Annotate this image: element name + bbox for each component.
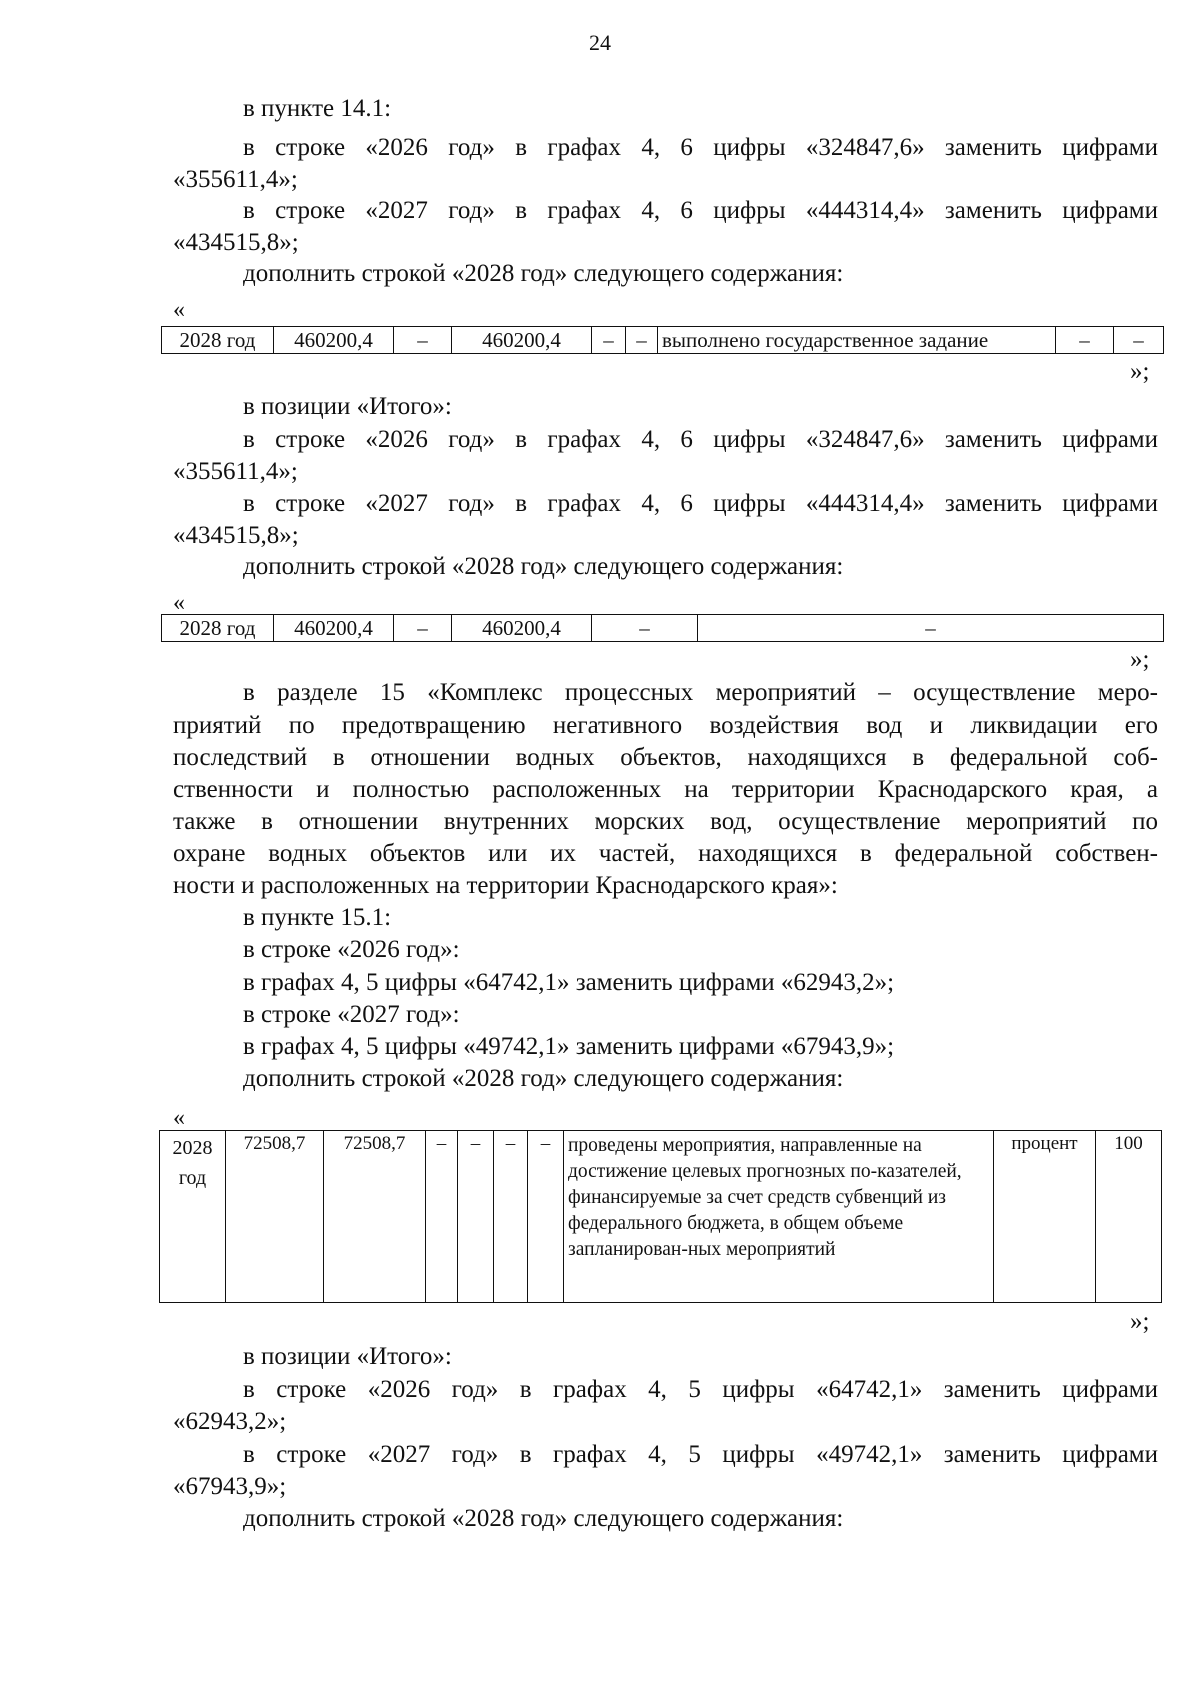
paragraph-line: в строке «2027 год» в графах 4, 5 цифры «49742,1» заменить цифрами <box>243 1441 1158 1468</box>
paragraph-line: дополнить строкой «2028 год» следующего содержания: <box>243 1505 844 1532</box>
paragraph-line: ственности и полностью расположенных на территории Краснодарского края, а <box>173 776 1158 803</box>
table-cell: – <box>592 327 626 354</box>
paragraph-line: «355611,4»; <box>173 166 298 193</box>
table-cell: – <box>626 327 658 354</box>
table-cell-description: проведены мероприятия, направленные на достижение целевых прогнозных по-казателей, финансируемые за счет средств субвенций из федерального бюджета, в общем объеме запланирован-ных мероприятий <box>564 1131 994 1303</box>
paragraph-line: также в отношении внутренних морских вод, осуществление мероприятий по <box>173 808 1158 835</box>
table-cell: 460200,4 <box>274 327 394 354</box>
paragraph-line: «67943,9»; <box>173 1473 287 1500</box>
paragraph-line: «355611,4»; <box>173 458 298 485</box>
table-cell: – <box>458 1131 494 1303</box>
table-cell: 460200,4 <box>274 615 394 642</box>
paragraph-line: в графах 4, 5 цифры «49742,1» заменить цифрами «67943,9»; <box>243 1033 895 1060</box>
table-cell: – <box>394 615 452 642</box>
table-cell-unit: процент <box>994 1131 1096 1303</box>
paragraph-line: «434515,8»; <box>173 229 299 256</box>
paragraph-line: в разделе 15 «Комплекс процессных мероприятий – осуществление меро- <box>243 679 1158 706</box>
table-cell: – <box>426 1131 458 1303</box>
opening-quote: « <box>173 297 185 323</box>
table-cell: 72508,7 <box>226 1131 324 1303</box>
opening-quote: « <box>173 590 185 616</box>
paragraph-line: в строке «2026 год» в графах 4, 5 цифры «64742,1» заменить цифрами <box>243 1376 1158 1403</box>
paragraph-line: в строке «2026 год» в графах 4, 6 цифры «324847,6» заменить цифрами <box>243 426 1158 453</box>
closing-quote: »; <box>1130 358 1150 385</box>
paragraph-heading: в позиции «Итого»: <box>243 393 452 420</box>
paragraph-line: «434515,8»; <box>173 522 299 549</box>
paragraph-line: в строке «2027 год» в графах 4, 6 цифры «444314,4» заменить цифрами <box>243 490 1158 517</box>
paragraph-line: в строке «2027 год»: <box>243 1001 460 1028</box>
opening-quote: « <box>173 1105 185 1131</box>
table-cell: – <box>394 327 452 354</box>
table-cell: выполнено государственное задание <box>658 327 1056 354</box>
table-cell: 72508,7 <box>324 1131 426 1303</box>
table-row-2028 <box>161 614 1164 642</box>
closing-quote: »; <box>1130 646 1150 673</box>
paragraph-line: дополнить строкой «2028 год» следующего содержания: <box>243 1065 844 1092</box>
page-number: 24 <box>589 30 611 55</box>
paragraph-line: дополнить строкой «2028 год» следующего содержания: <box>243 260 844 287</box>
paragraph-heading: в позиции «Итого»: <box>243 1343 452 1370</box>
paragraph-line: в пункте 15.1: <box>243 904 392 931</box>
closing-quote: »; <box>1130 1308 1150 1335</box>
paragraph-heading: в пункте 14.1: <box>243 95 392 122</box>
paragraph-line: охране водных объектов или их частей, находящихся в федеральной собствен- <box>173 840 1158 867</box>
table-cell: 460200,4 <box>452 615 592 642</box>
table-cell-value: 100 <box>1096 1131 1162 1303</box>
paragraph-line: приятий по предотвращению негативного воздействия вод и ликвидации его <box>173 712 1158 739</box>
paragraph-line: ности и расположенных на территории Краснодарского края»: <box>173 872 838 899</box>
paragraph-line: в графах 4, 5 цифры «64742,1» заменить цифрами «62943,2»; <box>243 969 895 996</box>
table-cell: – <box>494 1131 528 1303</box>
table-cell: – <box>1114 327 1164 354</box>
paragraph-line: дополнить строкой «2028 год» следующего содержания: <box>243 553 844 580</box>
paragraph-line: «62943,2»; <box>173 1408 287 1435</box>
paragraph-line: в строке «2026 год»: <box>243 936 460 963</box>
table-cell: 2028 год <box>162 615 274 642</box>
table-cell: 460200,4 <box>452 327 592 354</box>
table-cell: – <box>698 615 1164 642</box>
table-row-2028 <box>161 326 1164 354</box>
paragraph-line: последствий в отношении водных объектов, находящихся в федеральной соб- <box>173 744 1158 771</box>
paragraph-line: в строке «2026 год» в графах 4, 6 цифры «324847,6» заменить цифрами <box>243 134 1158 161</box>
table-cell: 2028 год <box>162 327 274 354</box>
paragraph-line: в строке «2027 год» в графах 4, 6 цифры «444314,4» заменить цифрами <box>243 197 1158 224</box>
table-cell: – <box>592 615 698 642</box>
table-cell-year: 2028 год <box>160 1131 226 1303</box>
table-cell: – <box>528 1131 564 1303</box>
table-row-2028 <box>159 1130 1162 1303</box>
table-cell: – <box>1056 327 1114 354</box>
